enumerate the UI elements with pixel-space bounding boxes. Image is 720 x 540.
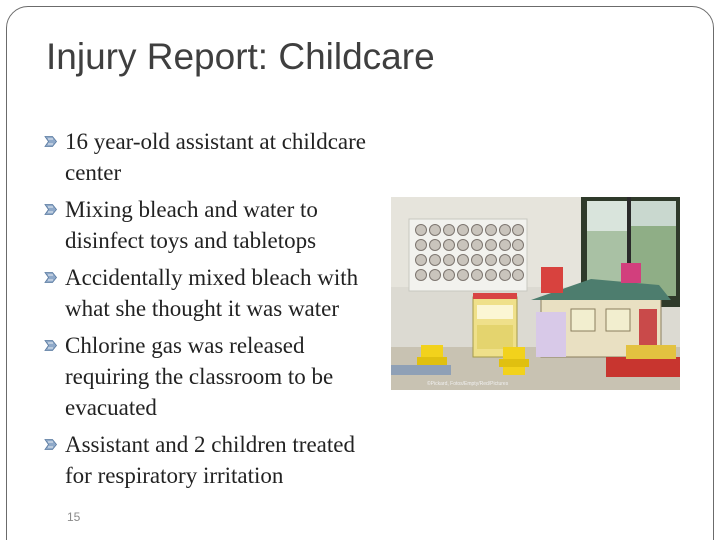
bullet-item (44, 330, 374, 423)
childcare-classroom-photo (391, 197, 680, 390)
classroom-illustration (391, 197, 680, 390)
photo-caption: ©Pickard, Fotos/Empty/Red/Pictures (427, 381, 509, 387)
bullet-text: Mixing bleach and water to disinfect toys and tabletops (65, 197, 318, 253)
bullet-text: Chlorine gas was released requiring the classroom to be evacuated (65, 333, 334, 420)
arrow-bullet-icon (44, 271, 58, 284)
arrow-bullet-icon (44, 339, 58, 352)
slide-title: Injury Report: Childcare (46, 36, 435, 77)
arrow-bullet-icon (44, 135, 58, 148)
bullet-item (44, 262, 374, 324)
bullet-item (44, 429, 374, 491)
bullet-item (44, 194, 374, 256)
bullet-item (44, 126, 374, 188)
page-number: 15 (67, 510, 81, 524)
bullet-text: 16 year-old assistant at childcare center (65, 129, 366, 185)
arrow-bullet-icon (44, 438, 58, 451)
bullet-text: Assistant and 2 children treated for respiratory irritation (65, 432, 355, 488)
bullet-text: Accidentally mixed bleach with what she thought it was water (65, 265, 359, 321)
arrow-bullet-icon (44, 203, 58, 216)
bullet-list (44, 126, 374, 497)
